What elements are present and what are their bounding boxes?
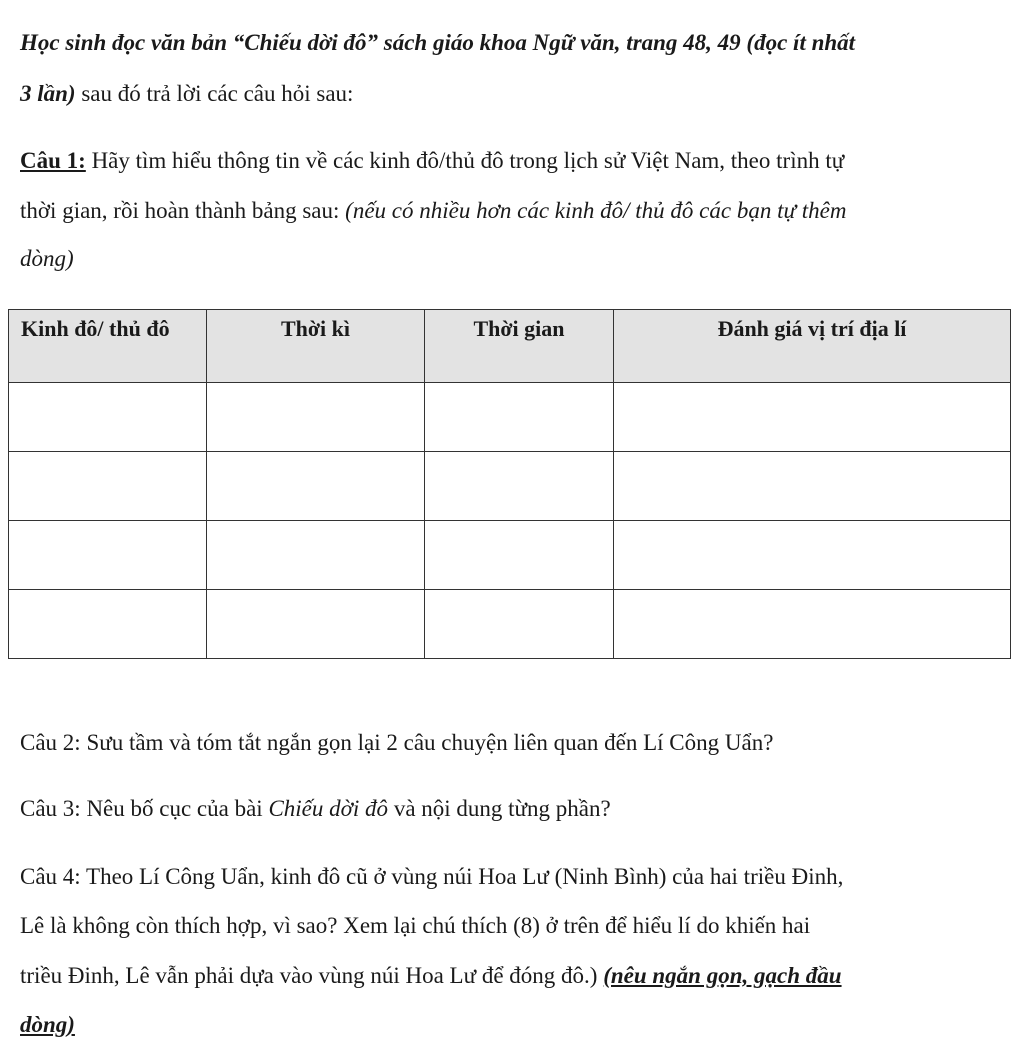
q3-title-italic: Chiếu dời đô: [268, 796, 389, 821]
q1-line-2-italic: (nếu có nhiều hơn các kinh đô/ thủ đô các bạn tự thêm: [345, 198, 847, 223]
table-cell: [207, 383, 425, 452]
q4-line-2: Lê là không còn thích hợp, vì sao? Xem lại chú thích (8) ở trên để hiểu lí do khiến hai: [20, 913, 811, 938]
intro-rest: sau đó trả lời các câu hỏi sau:: [75, 81, 354, 106]
table-cell: [207, 521, 425, 590]
table-cell: [9, 590, 207, 659]
table-cell: [425, 383, 614, 452]
q3-line: [20, 794, 611, 824]
q1-line-3: dòng): [20, 246, 74, 271]
q4-line-1: Câu 4: Theo Lí Công Uẩn, kinh đô cũ ở vùng núi Hoa Lư (Ninh Bình) của hai triều Đinh,: [20, 864, 844, 889]
q1-line-1: [20, 146, 844, 176]
intro-line-1: Học sinh đọc văn bản “Chiếu dời đô” sách giáo khoa Ngữ văn, trang 48, 49 (đọc ít nhất: [20, 30, 856, 55]
q2-line: Câu 2: Sưu tầm và tóm tắt ngắn gọn lại 2 câu chuyện liên quan đến Lí Công Uẩn?: [20, 730, 774, 755]
header-location-assessment: Đánh giá vị trí địa lí: [614, 310, 1011, 383]
table-cell: [207, 590, 425, 659]
table-cell: [207, 452, 425, 521]
q1-line-1-text: Hãy tìm hiểu thông tin về các kinh đô/thủ đô trong lịch sử Việt Nam, theo trình tự: [85, 148, 845, 173]
table-row: [9, 521, 1011, 590]
q4-line-3: [20, 961, 842, 991]
table-cell: [614, 452, 1011, 521]
table-cell: [614, 383, 1011, 452]
header-time: Thời gian: [425, 310, 614, 383]
table-cell: [425, 521, 614, 590]
capitals-table: [8, 309, 1011, 659]
header-period: Thời kì: [207, 310, 425, 383]
table-cell: [614, 590, 1011, 659]
table-row: [9, 383, 1011, 452]
intro-emphasis: 3 lần): [20, 81, 76, 106]
table-header-row: [9, 310, 1011, 383]
q4-line-4: dòng): [20, 1012, 75, 1037]
header-capital: Kinh đô/ thủ đô: [9, 310, 207, 383]
q3-after: và nội dung từng phần?: [388, 796, 611, 821]
q4-line-3-plain: triều Đinh, Lê vẫn phải dựa vào vùng núi Hoa Lư để đóng đô.): [20, 963, 604, 988]
table-row: [9, 590, 1011, 659]
table-cell: [425, 590, 614, 659]
table-row: [9, 452, 1011, 521]
table-cell: [9, 521, 207, 590]
table-cell: [9, 452, 207, 521]
q1-line-2: [20, 196, 846, 226]
table-cell: [425, 452, 614, 521]
q1-line-2-plain: thời gian, rồi hoàn thành bảng sau:: [20, 198, 346, 223]
q3-before: Câu 3: Nêu bố cục của bài: [20, 796, 269, 821]
intro-line-2: [20, 79, 353, 109]
q4-line-3-emphasis: (nêu ngắn gọn, gạch đầu: [603, 963, 842, 988]
table-cell: [614, 521, 1011, 590]
table-cell: [9, 383, 207, 452]
q1-label: Câu 1:: [20, 148, 86, 173]
